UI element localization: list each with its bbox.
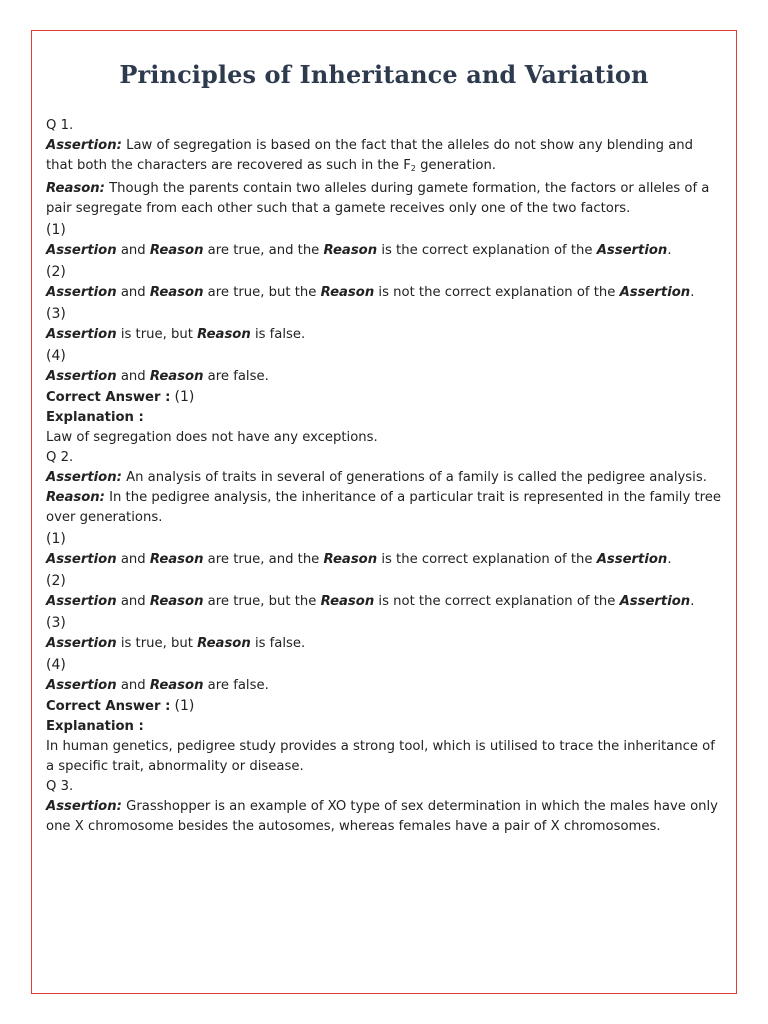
option-1-text [46, 241, 722, 261]
option-text-part: . [667, 552, 672, 567]
reason-label: Reason: [46, 490, 105, 505]
option-text-part: is not the correct explanation of the [374, 285, 620, 300]
option-text-part: and [116, 243, 150, 258]
page-title: Principles of Inheritance and Variation [119, 60, 649, 89]
option-term: Assertion [46, 243, 117, 258]
option-1-number: (1) [46, 531, 66, 547]
option-term: Reason [320, 594, 375, 609]
option-3-text [46, 634, 722, 654]
explanation-text: Law of segregation does not have any exceptions. [46, 430, 378, 445]
option-text-part: . [690, 594, 695, 609]
option-term: Reason [323, 243, 378, 258]
assertion-text: An analysis of traits in several of generations of a family is called the pedigree analysis. [121, 470, 707, 485]
option-4-number: (4) [46, 657, 66, 673]
question-2 [46, 448, 722, 777]
reason-text: Though the parents contain two alleles during gamete formation, the factors or alleles of a pair segregate from each other such that a gamete receives only one of the two factors. [46, 181, 710, 216]
option-term: Assertion [596, 552, 668, 567]
option-text-part: and [116, 594, 150, 609]
correct-answer [46, 696, 722, 717]
option-text-part: and [116, 285, 150, 300]
option-term: Reason [149, 369, 204, 384]
option-term: Assertion [46, 678, 117, 693]
question-number: Q 2. [46, 450, 74, 465]
option-3-text [46, 325, 722, 345]
option-term: Assertion [46, 285, 117, 300]
assertion-label: Assertion: [46, 138, 122, 153]
option-term: Assertion [46, 369, 117, 384]
option-term: Assertion [46, 552, 117, 567]
option-text-part: . [667, 243, 672, 258]
option-text-part: is the correct explanation of the [377, 552, 597, 567]
option-1-text [46, 550, 722, 570]
assertion-label: Assertion: [46, 799, 122, 814]
option-3-number: (3) [46, 306, 66, 322]
reason-text: In the pedigree analysis, the inheritance of a particular trait is represented in the family tree over generations. [46, 490, 721, 525]
option-term: Assertion [619, 285, 691, 300]
option-term: Reason [149, 678, 204, 693]
option-text-part: is true, but [116, 636, 198, 651]
option-term: Reason [149, 243, 204, 258]
option-2-text [46, 592, 722, 612]
option-4-text [46, 367, 722, 387]
assertion-statement [46, 468, 722, 488]
option-term: Assertion [596, 243, 668, 258]
assertion-text-end: generation. [415, 158, 496, 173]
question-number: Q 1. [46, 118, 74, 133]
correct-answer [46, 387, 722, 408]
option-term: Reason [149, 552, 204, 567]
option-text-part: are true, but the [203, 285, 321, 300]
correct-answer-value: (1) [174, 389, 195, 405]
option-term: Reason [323, 552, 378, 567]
option-text-part: and [116, 369, 150, 384]
assertion-statement [46, 136, 722, 179]
option-term: Reason [320, 285, 375, 300]
option-term: Assertion [46, 636, 117, 651]
explanation-label: Explanation : [46, 410, 144, 425]
explanation-text: In human genetics, pedigree study provides a strong tool, which is utilised to trace the inheritance of a specific trait, abnormality or disease. [46, 739, 715, 774]
option-text-part: are true, but the [203, 594, 321, 609]
assertion-text: Grasshopper is an example of XO type of sex determination in which the males have only one X chromosome besides the autosomes, whereas females have a pair of X chromosomes. [46, 799, 718, 834]
correct-answer-label: Correct Answer : [46, 699, 171, 714]
subscript: 2 [410, 164, 416, 173]
option-text-part: are true, and the [203, 552, 324, 567]
question-1 [46, 116, 722, 448]
option-2-text [46, 283, 722, 303]
option-text-part: are false. [203, 369, 269, 384]
question-3 [46, 777, 722, 837]
option-term: Assertion [46, 594, 117, 609]
assertion-statement [46, 797, 722, 837]
option-term: Reason [197, 327, 251, 342]
correct-answer-label: Correct Answer : [46, 390, 171, 405]
option-text-part: are true, and the [203, 243, 324, 258]
option-text-part: is false. [250, 636, 306, 651]
option-text-part: and [116, 552, 150, 567]
option-term: Reason [197, 636, 251, 651]
question-number: Q 3. [46, 779, 74, 794]
option-text-part: is not the correct explanation of the [374, 594, 620, 609]
option-4-number: (4) [46, 348, 66, 364]
option-term: Reason [149, 285, 204, 300]
reason-label: Reason: [46, 181, 105, 196]
correct-answer-value: (1) [174, 698, 195, 714]
option-2-number: (2) [46, 264, 66, 280]
option-text-part: . [690, 285, 695, 300]
reason-statement [46, 488, 722, 528]
option-text-part: are false. [203, 678, 269, 693]
assertion-text: Law of segregation is based on the fact that the alleles do not show any blending and that both the characters are recovered as such in the F [46, 138, 693, 173]
option-text-part: is true, but [116, 327, 198, 342]
option-3-number: (3) [46, 615, 66, 631]
option-text-part: and [116, 678, 150, 693]
assertion-label: Assertion: [46, 470, 122, 485]
option-term: Assertion [46, 327, 117, 342]
reason-statement [46, 179, 722, 219]
option-term: Assertion [619, 594, 691, 609]
option-2-number: (2) [46, 573, 66, 589]
option-text-part: is false. [250, 327, 306, 342]
explanation-label: Explanation : [46, 719, 144, 734]
question-list [46, 116, 722, 837]
option-term: Reason [149, 594, 204, 609]
option-text-part: is the correct explanation of the [377, 243, 597, 258]
option-1-number: (1) [46, 222, 66, 238]
option-4-text [46, 676, 722, 696]
